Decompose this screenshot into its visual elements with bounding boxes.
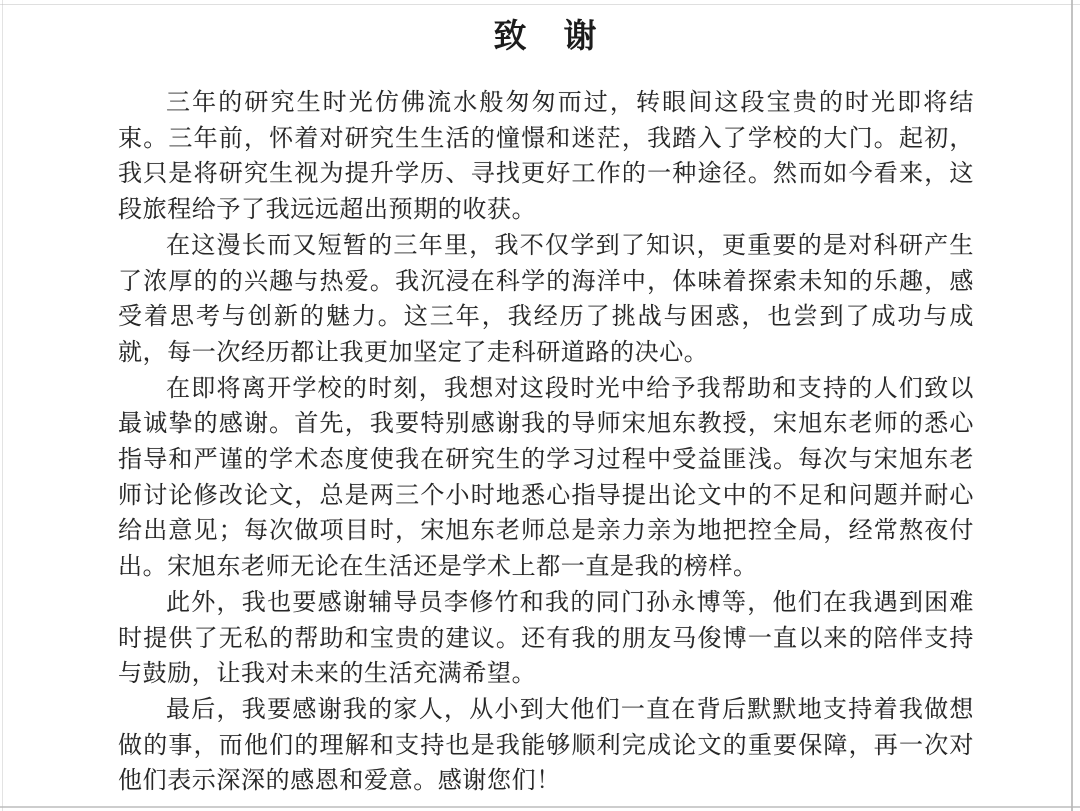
paragraph: 在这漫长而又短暂的三年里，我不仅学到了知识，更重要的是对科研产生了浓厚的的兴趣与热爱。我沉浸在科学的海洋中，体味着探索未知的乐趣，感受着思考与创新的魅力。这三年，我经历了挑战与困惑，也尝到了成功与成就，每一次经历都让我更加坚定了走科研道路的决心。 (118, 232, 974, 366)
document-body (118, 86, 974, 800)
paragraph: 此外，我也要感谢辅导员李修竹和我的同门孙永博等，他们在我遇到困难时提供了无私的帮助和宝贵的建议。还有我的朋友马俊博一直以来的陪伴支持与鼓励，让我对未来的生活充满希望。 (118, 589, 974, 688)
paragraph: 最后，我要感谢我的家人，从小到大他们一直在背后默默地支持着我做想做的事，而他们的理解和支持也是我能够顺利完成论文的重要保障，再一次对他们表示深深的感恩和爱意。感谢您们！ (118, 696, 974, 795)
paragraph: 在即将离开学校的时刻，我想对这段时光中给予我帮助和支持的人们致以最诚挚的感谢。首先，我要特别感谢我的导师宋旭东教授，宋旭东老师的悉心指导和严谨的学术态度使我在研究生的学习过程中受益匪浅。每次与宋旭东老师讨论修改论文，总是两三个小时地悉心指导提出论文中的不足和问题并耐心给出意见；每次做项目时，宋旭东老师总是亲力亲为地把控全局，经常熬夜付出。宋旭东老师无论在生活还是学术上都一直是我的榜样。 (118, 375, 974, 581)
page-edge-right (1071, 0, 1073, 811)
page-edge-left (2, 0, 3, 811)
page-edge-top (0, 4, 1080, 5)
page-title: 致 谢 (493, 17, 599, 54)
page-edge-bottom (0, 806, 1080, 808)
paragraph: 三年的研究生时光仿佛流水般匆匆而过，转眼间这段宝贵的时光即将结束。三年前，怀着对研究生生活的憧憬和迷茫，我踏入了学校的大门。起初，我只是将研究生视为提升学历、寻找更好工作的一种途径。然而如今看来，这段旅程给予了我远远超出预期的收获。 (118, 90, 974, 224)
